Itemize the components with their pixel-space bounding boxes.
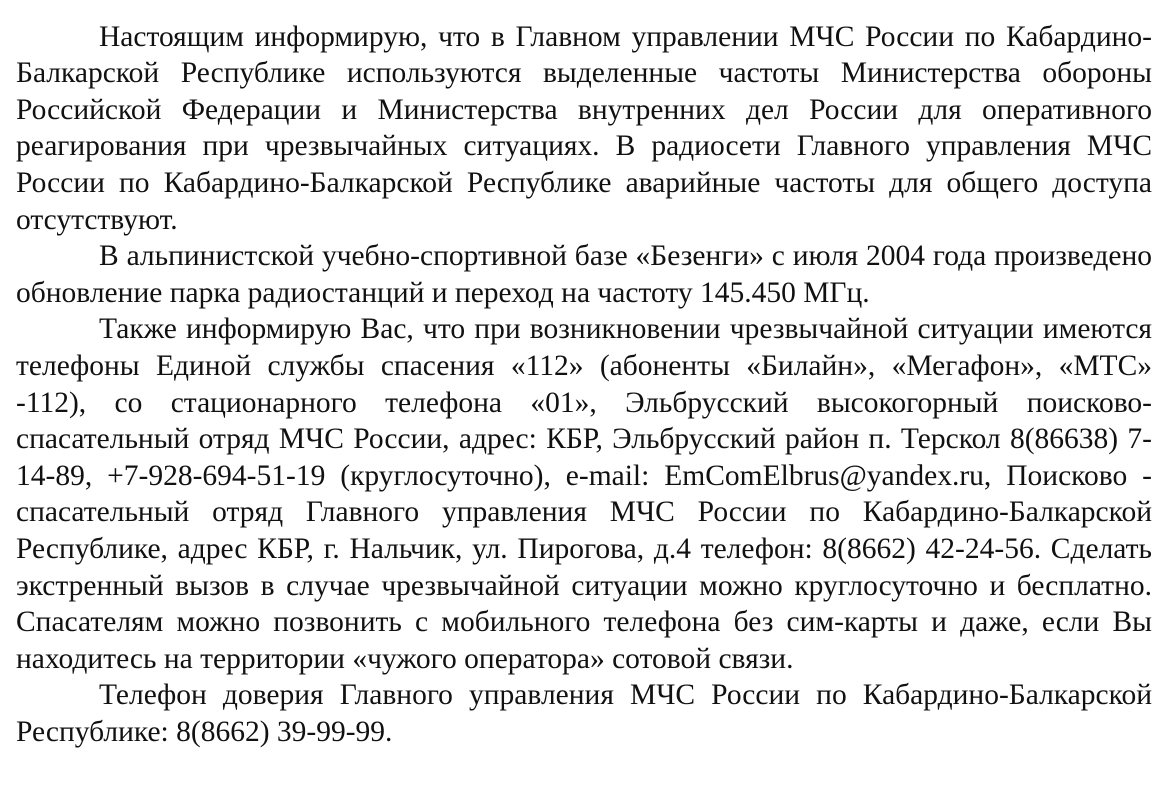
paragraph-frequencies: Настоящим информирую, что в Главном управлении МЧС России по Кабардино-Балкарской Республике используются выделенные частоты Министерства обороны Российской Федерации и Министерства внутренних дел России для оперативного реагирования при чрезвычайных ситуациях. В радиосети Главного управления МЧС России по Кабардино-Балкарской Республике аварийные частоты для общего доступа отсутствуют. (16, 20, 1152, 236)
clipped-previous-line (16, 0, 1152, 19)
paragraph-hotline: Телефон доверия Главного управления МЧС России по Кабардино-Балкарской Республике: 8(8662) 39-99-99. (16, 679, 1152, 748)
document-body (16, 0, 1152, 750)
paragraph-emergency-contacts: Также информирую Вас, что при возникновении чрезвычайной ситуации имеются телефоны Единой службы спасения «112» (абоненты «Билайн», «Мегафон», «МТС» -112), со стационарного телефона «01», Эльбрусский высокогорный поисково-спасательный отряд МЧС России, адрес: КБР, Эльбрусский район п. Терскол 8(86638) 7-14-89, +7-928-694-51-19 (круглосуточно), e-mail: EmComElbrus@yandex.ru, Поисково - спасательный отряд Главного управления МЧС России по Кабардино-Балкарской Республике, адрес КБР, г. Нальчик, ул. Пирогова, д.4 телефон: 8(8662) 42-24-56. Сделать экстренный вызов в случае чрезвычайной ситуации можно круглосуточно и бесплатно. Спасателям можно позвонить с мобильного телефона без сим-карты и даже, если Вы находитесь на территории «чужого оператора» сотовой связи. (16, 313, 1152, 675)
paragraph-bezengi: В альпинистской учебно-спортивной базе «Безенги» с июля 2004 года произведено обновление парка радиостанций и переход на частоту 145.450 МГц. (16, 240, 1152, 309)
